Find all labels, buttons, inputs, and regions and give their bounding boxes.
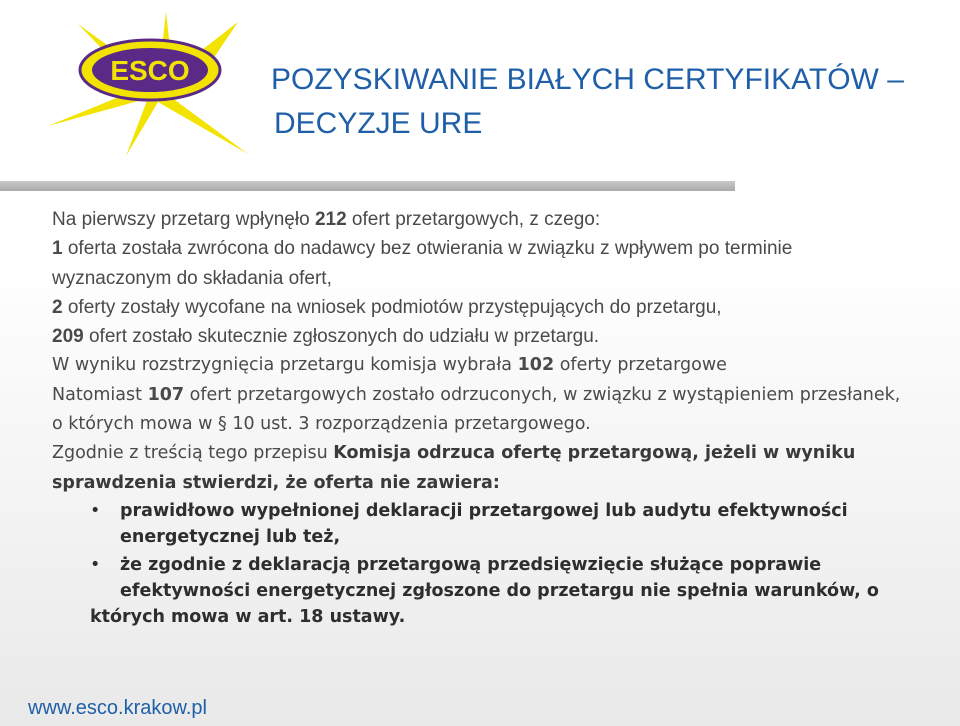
list-tail: których mowa w art. 18 ustawy.	[90, 606, 406, 627]
page-title	[271, 58, 904, 146]
esco-logo	[38, 6, 278, 166]
title-line-1: POZYSKIWANIE BIAŁYCH CERTYFIKATÓW –	[271, 63, 904, 96]
body-text	[52, 205, 912, 630]
title-line-2: DECYZJE URE	[274, 107, 483, 140]
logo-text: ESCO	[110, 55, 190, 86]
paragraph-1: Na pierwszy przetarg wpłynęło 212 ofert przetargowych, z czego:	[52, 209, 601, 230]
paragraph-6: Natomiast 107 ofert przetargowych zostało odrzuconych, w związku z wystąpieniem przesłanek, o których mowa w § 10 ust. 3 rozporządzenia przetargowego.	[52, 384, 901, 435]
list-item: • że zgodnie z deklaracją przetargową przedsięwzięcie służące poprawie efektywności energetycznej zgłoszone do przetargu nie spełnia warunków, o	[52, 552, 912, 604]
paragraph-3: 2 oferty zostały wycofane na wniosek podmiotów przystępujących do przetargu,	[52, 296, 722, 318]
footer-url-link[interactable]: www.esco.krakow.pl	[28, 697, 207, 719]
paragraph-2: 1 oferta została zwrócona do nadawcy bez otwierania w związku z wpływem po terminie wyznaczonym do składania ofert,	[52, 238, 793, 289]
divider-bar	[0, 181, 735, 191]
paragraph-7: Zgodnie z treścią tego przepisu Komisja odrzuca ofertę przetargową, jeżeli w wyniku sprawdzenia stwierdzi, że oferta nie zawiera:	[52, 443, 856, 493]
paragraph-5: W wyniku rozstrzygnięcia przetargu komisja wybrała 102 oferty przetargowe	[52, 355, 727, 376]
bullet-icon: •	[90, 500, 101, 521]
paragraph-4: 209 ofert zostało skutecznie zgłoszonych do udziału w przetargu.	[52, 326, 600, 348]
bullet-icon: •	[90, 554, 101, 575]
list-item: • prawidłowo wypełnionej deklaracji przetargowej lub audytu efektywności energetycznej lub też,	[52, 498, 912, 550]
condition-list	[52, 498, 912, 604]
section-sign: §	[218, 414, 227, 435]
